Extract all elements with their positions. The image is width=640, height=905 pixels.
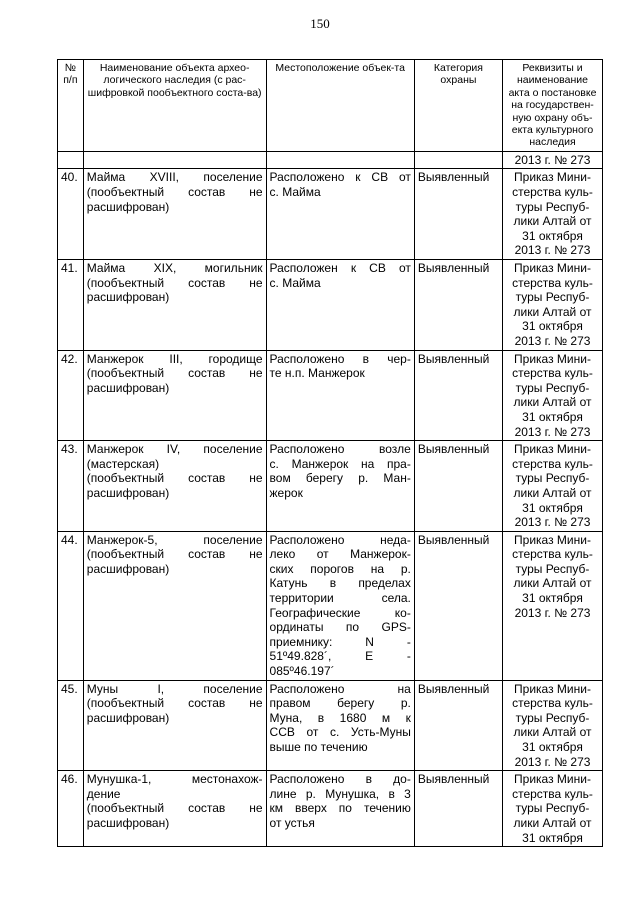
- object-location-line: Географические ко-: [269, 605, 411, 620]
- act-details-line: лики Алтай от: [513, 725, 592, 740]
- object-name-line: (пообъектный состав не: [86, 696, 263, 711]
- row-number: 44.: [58, 531, 84, 680]
- act-details-line: 31 октября: [522, 740, 583, 754]
- object-location-line: Расположено возле: [269, 442, 411, 457]
- act-details-line: стерства куль-: [512, 275, 593, 290]
- object-name-line: (пообъектный состав не: [86, 185, 263, 200]
- act-details-line: туры Респуб-: [515, 290, 590, 305]
- act-details-line: лики Алтай от: [513, 815, 592, 830]
- object-location-line: 085º46.197´: [269, 664, 335, 679]
- object-location-line: с. Манжерок на пра-: [269, 456, 411, 471]
- object-name-line: Майма XIX, могильник: [86, 261, 263, 275]
- act-details-line: лики Алтай от: [513, 304, 592, 319]
- act-details: [503, 441, 603, 532]
- act-details-line: лики Алтай от: [513, 576, 592, 591]
- object-location-line: ординаты по GPS-: [269, 620, 411, 635]
- page-number: 150: [310, 16, 330, 31]
- object-location-line: выше по течению: [269, 740, 368, 754]
- act-details-line: Приказ Мини-: [514, 442, 591, 457]
- act-details-line: Приказ Мини-: [514, 772, 591, 787]
- object-name-line: Мунушка-1, местонахож-: [86, 772, 263, 787]
- object-location-line: Расположен к СВ от: [269, 261, 411, 275]
- continuation-empty-cell: [83, 151, 266, 169]
- act-details: [503, 169, 603, 260]
- act-details-line: 31 октября: [522, 591, 583, 606]
- header-category: Категория охраны: [414, 60, 502, 152]
- object-name-line: (пообъектный состав не: [86, 801, 263, 816]
- continuation-empty-cell: [58, 151, 84, 169]
- object-name-line: Майма XVIII, поселение: [86, 170, 263, 185]
- object-location-line: территории села.: [269, 591, 411, 606]
- table-row: [58, 260, 603, 351]
- object-location: [266, 169, 414, 260]
- object-location-line: от устья: [269, 815, 315, 830]
- object-location-line: лине р. Мунушка, в 3: [269, 786, 411, 801]
- act-details: [503, 531, 603, 680]
- act-details-line: туры Респуб-: [515, 710, 590, 725]
- object-location-line: Расположено неда-: [269, 532, 411, 547]
- object-location-line: с. Майма: [269, 275, 321, 290]
- object-name-line: расшифрован): [86, 485, 170, 500]
- row-number: 45.: [58, 680, 84, 771]
- act-details-line: туры Респуб-: [515, 380, 590, 395]
- act-details-line: 2013 г. № 273: [514, 424, 591, 439]
- row-number: 42.: [58, 350, 84, 441]
- object-location-line: ССВ от с. Усть-Муны: [269, 725, 411, 740]
- act-details: [503, 260, 603, 351]
- object-location-line: приемнику: N -: [269, 634, 411, 649]
- row-number: 43.: [58, 441, 84, 532]
- object-location-line: Расположено к СВ от: [269, 170, 411, 185]
- act-details-line: лики Алтай от: [513, 485, 592, 500]
- act-details-line: стерства куль-: [512, 456, 593, 471]
- object-name-line: расшифрован): [86, 290, 170, 305]
- object-name-line: (пообъектный состав не: [86, 275, 263, 290]
- object-location-line: те н.п. Манжерок: [269, 366, 365, 381]
- act-details-line: Приказ Мини-: [514, 170, 591, 185]
- header-num: № п/п: [58, 60, 84, 152]
- object-name: [83, 260, 266, 351]
- object-name: [83, 169, 266, 260]
- object-name-line: Манжерок IV, поселение: [86, 442, 263, 457]
- act-details-line: туры Респуб-: [515, 199, 590, 214]
- object-name-line: расшифрован): [86, 561, 170, 576]
- object-location-line: правом берегу р.: [269, 696, 411, 711]
- object-name-line: расшифрован): [86, 710, 170, 725]
- act-details-line: 2013 г. № 273: [514, 243, 591, 258]
- object-location: [266, 441, 414, 532]
- protection-category: Выявленный: [414, 350, 502, 441]
- table-header-row: [58, 60, 603, 152]
- act-details-line: Приказ Мини-: [514, 261, 591, 275]
- object-name-line: (мастерская): [86, 456, 160, 471]
- act-details-line: туры Респуб-: [515, 471, 590, 486]
- object-location: [266, 260, 414, 351]
- object-name-line: Манжерок III, городище: [86, 351, 263, 366]
- object-name: [83, 350, 266, 441]
- act-details-line: Приказ Мини-: [514, 351, 591, 366]
- act-details-line: туры Респуб-: [515, 801, 590, 816]
- act-details-line: лики Алтай от: [513, 395, 592, 410]
- act-details-line: туры Респуб-: [515, 561, 590, 576]
- act-details: [503, 350, 603, 441]
- act-details-line: 2013 г. № 273: [514, 754, 591, 769]
- object-location-line: Расположено в чер-: [269, 351, 411, 366]
- act-details-line: 31 октября: [522, 409, 583, 424]
- table-row: [58, 350, 603, 441]
- table-row: [58, 169, 603, 260]
- protection-category: Выявленный: [414, 169, 502, 260]
- object-location-line: Расположено в до-: [269, 772, 411, 787]
- row-number: 41.: [58, 260, 84, 351]
- act-details-line: 2013 г. № 273: [514, 605, 591, 620]
- row-number: 40.: [58, 169, 84, 260]
- table-row: [58, 531, 603, 680]
- act-details: [503, 771, 603, 847]
- table-row: [58, 680, 603, 771]
- act-details-line: Приказ Мини-: [514, 681, 591, 696]
- object-location: [266, 350, 414, 441]
- row-number: 46.: [58, 771, 84, 847]
- object-location-line: с. Майма: [269, 185, 321, 200]
- object-name-line: Манжерок-5, поселение: [86, 532, 263, 547]
- header-location: Местоположение объек-та: [266, 60, 414, 152]
- act-details-line: стерства куль-: [512, 366, 593, 381]
- object-location: [266, 680, 414, 771]
- protection-category: Выявленный: [414, 441, 502, 532]
- act-details-line: стерства куль-: [512, 696, 593, 711]
- act-details: [503, 680, 603, 771]
- continuation-row: [58, 151, 603, 169]
- act-details-line: стерства куль-: [512, 547, 593, 562]
- object-name-line: Муны I, поселение: [86, 681, 263, 696]
- object-name: [83, 441, 266, 532]
- header-act: Реквизиты и наименование акта о постановке на государствен-ную охрану объ-екта культурного наследия: [503, 60, 603, 152]
- act-details-line: лики Алтай от: [513, 214, 592, 229]
- continuation-empty-cell: [266, 151, 414, 169]
- continuation-act-cell: 2013 г. № 273: [503, 151, 603, 169]
- act-details-line: 31 октября: [522, 228, 583, 243]
- object-location-line: км вверх по течению: [269, 801, 411, 816]
- object-name: [83, 531, 266, 680]
- object-location-line: Расположено на: [269, 681, 411, 696]
- act-details-line: 31 октября: [522, 830, 583, 845]
- object-name: [83, 771, 266, 847]
- act-details-line: стерства куль-: [512, 786, 593, 801]
- object-name: [83, 680, 266, 771]
- object-location-line: ских порогов на р.: [269, 561, 411, 576]
- act-details-line: стерства куль-: [512, 185, 593, 200]
- object-name-line: расшифрован): [86, 199, 170, 214]
- object-location-line: леко от Манжерок-: [269, 547, 411, 562]
- object-name-line: дение: [86, 786, 121, 801]
- protection-category: Выявленный: [414, 680, 502, 771]
- act-details-line: 2013 г. № 273: [514, 515, 591, 530]
- table-row: [58, 441, 603, 532]
- object-location: [266, 771, 414, 847]
- object-name-line: (пообъектный состав не: [86, 547, 263, 562]
- protection-category: Выявленный: [414, 531, 502, 680]
- object-location-line: вом берегу р. Ман-: [269, 471, 411, 486]
- table-row: [58, 771, 603, 847]
- protection-category: Выявленный: [414, 771, 502, 847]
- object-location-line: Катунь в пределах: [269, 576, 411, 591]
- act-details-line: 31 октября: [522, 500, 583, 515]
- act-details-line: 31 октября: [522, 319, 583, 334]
- heritage-register-table: [57, 59, 603, 847]
- object-name-line: расшифрован): [86, 815, 170, 830]
- header-name: Наименование объекта архео-логического наследия (с рас-шифровкой пообъектного соста-ва): [83, 60, 266, 152]
- act-details-line: 2013 г. № 273: [514, 333, 591, 348]
- object-location-line: Муна, в 1680 м к: [269, 710, 411, 725]
- object-location-line: жерок: [269, 485, 303, 500]
- act-details-line: Приказ Мини-: [514, 532, 591, 547]
- protection-category: Выявленный: [414, 260, 502, 351]
- object-location-line: 51º49.828´, E -: [269, 649, 411, 664]
- object-name-line: (пообъектный состав не: [86, 471, 263, 486]
- object-name-line: (пообъектный состав не: [86, 366, 263, 381]
- continuation-empty-cell: [414, 151, 502, 169]
- object-name-line: расшифрован): [86, 380, 170, 395]
- object-location: [266, 531, 414, 680]
